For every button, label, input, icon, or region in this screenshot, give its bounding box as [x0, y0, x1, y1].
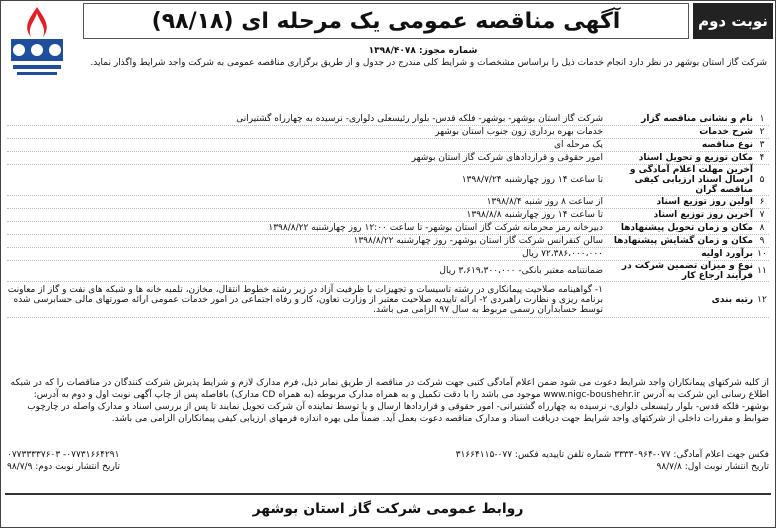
conditions-text: از کلیه شرکتهای پیمانکاران واجد شرایط دعوت می شود ضمن اعلام آمادگی کتبی جهت شرکت در مناقصه از طریق نمابر ذیل، فرم مدارک لازم و شرایط پذیرش شرکت کنندگان در مناقصات را که در شبکه اطلاع رسانی این شرکت به آدرس www.nigc-boushehr.ir موجود می باشد را با دقت تکمیل و به همراه مدارک مربوطه (به همراه CD مدارک) بافاصله پس از چاپ آگهی نوبت اول و دوم به آدرس: بوشهر- فلکه قدس- بلوار رئیسعلی دلواری- نرسیده به چهارراه گشتیرانی- امور حقوقی و قراردادها ارسال و یا توسط نماینده آن شرکت تحویل نمایند تا پس از بررسی اسناد و مدارک واصله در چارچوب ضوابط و مقررات داخلی از شرکتهای واجد شرایط جهت دریافت اسناد و مدارک مناقصه دعوت بعمل آید. ضمناً ملی بهره اندازه فرمهای ارزیابی کیفی پیمانکاران الزامی می باشد. [10, 378, 769, 424]
tender-table [7, 113, 769, 318]
signature: روابط عمومی شرکت گاز استان بوشهر [5, 493, 771, 523]
table-row [7, 165, 769, 196]
first-publish-date: تاریخ انتشار نوبت اول: ۹۸/۷/۸ [656, 462, 769, 472]
row-value: شرکت گاز استان بوشهر- بوشهر- فلکه قدس- بلوار رئیسعلی دلواری- نرسیده به چهارراه گشتیرانی [236, 114, 603, 124]
table-row [7, 152, 769, 165]
intro-text: شرکت گاز استان بوشهر در نظر دارد انجام خدمات ذیل را براساس مشخصات و شرایط کلی مندرج در جدول و از طریق برگزاری مناقصه عمومی به شرکت واجد شرایط واگذار نماید. [90, 58, 767, 68]
table-row [7, 248, 769, 261]
row-value: ۷۲،۳۸۶،۰۰۰،۰۰۰ ریال [522, 249, 603, 259]
row-value: یک مرحله ای [554, 140, 603, 150]
contacts [7, 449, 769, 483]
phone-line: ۰۷۷۳۱۶۶۴۲۹۱- ۰۷۷۳۳۳۳۷۶۰۳ [7, 450, 120, 460]
header [3, 3, 773, 43]
row-value: سالن کنفرانس شرکت گاز استان بوشهر- روز چهارشنبه ۱۳۹۸/۸/۲۲ [353, 236, 603, 246]
row-label: مکان توزیع و تحویل اسناد [638, 153, 753, 163]
table-row [7, 113, 769, 126]
row-number: ۴ [759, 153, 765, 163]
row-label: رتبه بندی [711, 294, 753, 305]
row-number: ۲ [759, 127, 765, 137]
row-label: نوع مناقصه [701, 140, 753, 150]
row-label: نام و نشانی مناقصه گزار [641, 114, 753, 124]
row-value: خدمات بهره برداری زون جنوب استان بوشهر [435, 127, 603, 137]
row-label: مکان و زمان تحویل پیشنهادها [620, 223, 753, 233]
page-title: آگهی مناقصه عمومی یک مرحله ای (۹۸/۱۸) [83, 3, 689, 39]
contacts-right [403, 449, 769, 483]
intro [79, 45, 767, 69]
table-row [7, 139, 769, 152]
table-row [7, 282, 769, 318]
row-number: ۶ [759, 197, 765, 207]
table-row [7, 222, 769, 235]
row-value: دبیرخانه رمز محرمانه شرکت گاز استان بوشهر- تا ساعت ۱۲:۰۰ روز چهارشنبه ۱۳۹۸/۸/۲۲ [268, 223, 603, 233]
row-number: ۱۲ [757, 294, 767, 305]
row-number: ۷ [759, 210, 765, 220]
row-number: ۹ [759, 236, 765, 246]
table-row [7, 196, 769, 209]
row-value: تا ساعت ۱۴ روز چهارشنبه ۱۳۹۸/۷/۲۴ [461, 175, 603, 185]
row-label: اولین روز توزیع اسناد [656, 197, 753, 207]
nigc-logo [5, 1, 69, 81]
contacts-left [7, 449, 373, 483]
row-label: نوع و میزان تضمین شرکت در فرآیند ارجاع کار [621, 261, 753, 281]
row-label: آخرین روز توزیع اسناد [653, 210, 753, 220]
row-number: ۳ [759, 140, 765, 150]
row-value: امور حقوقی و قراردادهای شرکت گاز استان بوشهر [411, 153, 603, 163]
row-number: ۵ [759, 175, 765, 185]
table-row [7, 261, 769, 282]
permit-number: شماره مجوز: ۱۳۹۸/۴۰۷۸ [368, 46, 478, 56]
row-value: از ساعت ۸ روز شنبه ۱۳۹۸/۸/۴ [486, 197, 603, 207]
row-label: مکان و زمان گشایش پیشنهادها [613, 236, 753, 246]
row-number: ۱۰ [757, 249, 767, 259]
row-label: آخرین مهلت اعلام آمادگی و ارسال اسناد ارزیابی کیفی مناقصه گران [629, 165, 753, 195]
row-value: تا ساعت ۱۴ روز چهارشنبه ۱۳۹۸/۸/۸ [466, 210, 603, 220]
row-number: ۸ [759, 223, 765, 233]
row-value: ۱- گواهینامه صلاحیت پیمانکاری در رشته تاسیسات و تجهیزات با ظرفیت آزاد در زیر رشته خطوط انتقال، مخازن، تلمبه خانه ها و شبکه های نفت و گاز از معاونت برنامه ریزی و نظارت راهبردی ۲- ارائه تاییدیه صلاحیت معتبر از وزارت تعاون، کار و رفاه اجتماعی در امور خدمات عمومی ارائه صورتهای مالی حسابرسی شده توسط حسابداران رسمی مربوط به سال ۹۷ الزامی می باشد. [7, 284, 603, 315]
round-badge: نوبت دوم [693, 3, 773, 39]
table-row [7, 209, 769, 222]
row-label: برآورد اولیه [701, 249, 753, 259]
row-number: ۱۱ [757, 266, 767, 276]
row-label: شرح خدمات [699, 127, 753, 137]
fax-line: فکس جهت اعلام آمادگی: ۰۷۷-۳۳۳۳۰۹۶۴ شماره تلفن تاییدیه فکس: ۰۷۷-۳۱۶۶۴۱۱۵ [455, 450, 769, 460]
second-publish-date: تاریخ انتشار نوبت دوم: ۹۸/۷/۹ [7, 462, 121, 472]
row-value: ضمانتنامه معتبر بانکی- ۳،۶۱۹،۳۰۰،۰۰۰ ریال [439, 266, 603, 276]
table-row [7, 235, 769, 248]
table-row [7, 126, 769, 139]
row-number: ۱ [759, 114, 765, 124]
